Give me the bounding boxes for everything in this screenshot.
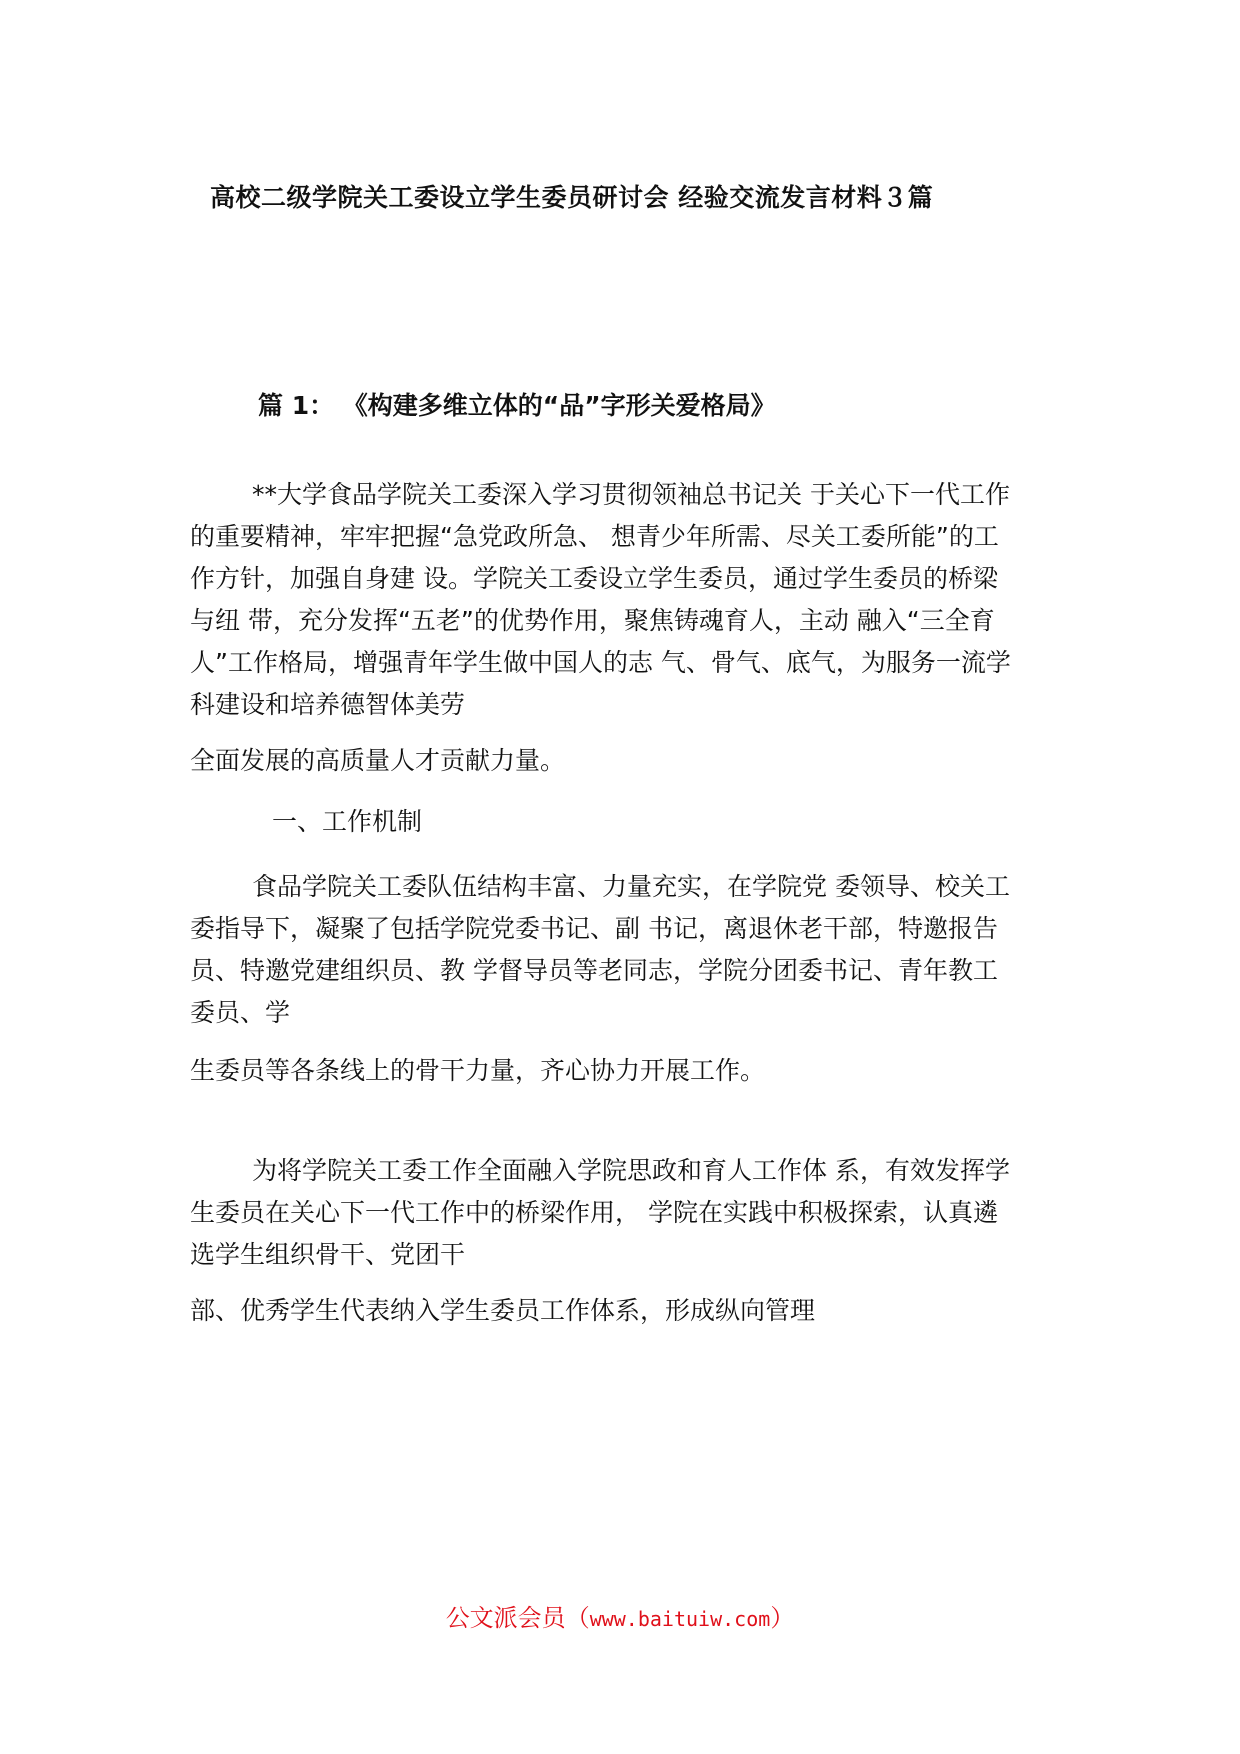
paragraph-line: 为将学院关工委工作全面融入学院思政和育人工作体 系，有效发挥学 bbox=[252, 1156, 1010, 1185]
footer-open-paren: （ bbox=[565, 1604, 590, 1632]
paragraph-line: 人”工作格局，增强青年学生做中国人的志 气、骨气、底气，为服务一流学 bbox=[190, 648, 1011, 677]
paragraph-3-end bbox=[190, 1290, 1060, 1332]
paragraph-1 bbox=[190, 474, 1060, 726]
paragraph-line: 与纽 带，充分发挥“五老”的优势作用，聚焦铸魂育人，主动 融入“三全育 bbox=[190, 606, 995, 635]
footer-url-link[interactable]: www.baituiw.com bbox=[589, 1607, 771, 1631]
footer-close-paren: ） bbox=[770, 1604, 795, 1632]
paragraph-2-end bbox=[190, 1050, 1060, 1092]
paragraph-line: 选学生组织骨干、党团干 bbox=[190, 1240, 466, 1269]
paragraph-line: 部、优秀学生代表纳入学生委员工作体系，形成纵向管理 bbox=[190, 1296, 816, 1325]
paragraph-1-end bbox=[190, 740, 1060, 782]
paragraph-3 bbox=[190, 1150, 1060, 1276]
paragraph-line: 员、特邀党建组织员、教 学督导员等老同志，学院分团委书记、青年教工 bbox=[190, 956, 998, 985]
paragraph-line: 生委员在关心下一代工作中的桥梁作用， 学院在实践中积极探索，认真遴 bbox=[190, 1198, 998, 1227]
subheading-work-mechanism: 一、工作机制 bbox=[272, 807, 423, 836]
footer-watermark bbox=[0, 1598, 1240, 1633]
document-title: 高校二级学院关工委设立学生委员研讨会 经验交流发言材料３篇 bbox=[210, 183, 934, 212]
section-title: 篇 1： 《构建多维立体的“品”字形关爱格局》 bbox=[258, 391, 776, 420]
paragraph-line: 作方针，加强自身建 设。学院关工委设立学生委员，通过学生委员的桥梁 bbox=[190, 564, 998, 593]
paragraph-line: 食品学院关工委队伍结构丰富、力量充实，在学院党 委领导、校关工 bbox=[252, 872, 1010, 901]
paragraph-line: **大学食品学院关工委深入学习贯彻领袖总书记关 于关心下一代工作 bbox=[252, 480, 1010, 509]
footer-brand: 公文派会员 bbox=[445, 1604, 566, 1632]
paragraph-line: 科建设和培养德智体美劳 bbox=[190, 690, 466, 719]
paragraph-line: 委指导下，凝聚了包括学院党委书记、副 书记，离退休老干部，特邀报告 bbox=[190, 914, 998, 943]
paragraph-line: 委员、学 bbox=[190, 998, 291, 1027]
paragraph-line: 生委员等各条线上的骨干力量，齐心协力开展工作。 bbox=[190, 1056, 766, 1085]
paragraph-line: 的重要精神，牢牢把握“急党政所急、 想青少年所需、尽关工委所能”的工 bbox=[190, 522, 999, 551]
paragraph-line: 全面发展的高质量人才贡献力量。 bbox=[190, 746, 566, 775]
paragraph-2 bbox=[190, 866, 1060, 1034]
